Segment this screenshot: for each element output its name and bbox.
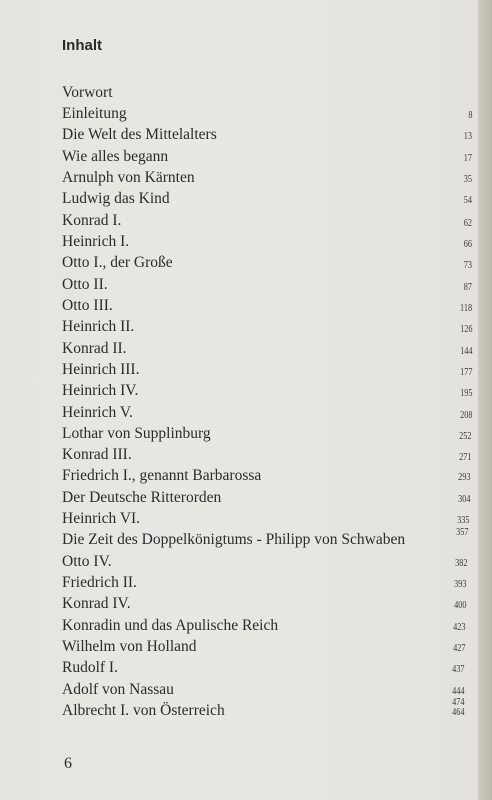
toc-entry	[62, 169, 472, 189]
toc-entry	[62, 446, 472, 466]
toc-entry-page-number: 357	[455, 526, 468, 538]
toc-entry	[62, 361, 472, 381]
toc-entry-title: Der Deutsche Ritterorden	[62, 489, 222, 506]
toc-entry-page-number: 62	[463, 217, 472, 229]
toc-entry-title: Wilhelm von Holland	[62, 638, 197, 655]
toc-entry-title: Heinrich I.	[62, 233, 130, 250]
toc-entry	[62, 126, 472, 146]
toc-entry-title: Ludwig das Kind	[62, 190, 170, 207]
toc-entry-page-number: 271	[458, 451, 471, 463]
toc-entry-page-number: 66	[463, 238, 472, 250]
toc-entry-title: Vorwort	[62, 84, 113, 101]
toc-entry-title: Konradin und das Apulische Reich	[62, 617, 279, 634]
toc-entry-title: Arnulph von Kärnten	[62, 169, 195, 186]
toc-entry	[62, 233, 472, 253]
toc-entry-title: Heinrich IV.	[62, 382, 139, 399]
toc-entry-page-number: 427	[452, 642, 465, 654]
toc-entry-page-number: 335	[456, 514, 469, 526]
toc-entry-page-number: 35	[463, 173, 472, 185]
toc-entry-title: Wie alles begann	[62, 148, 169, 165]
toc-entry	[62, 190, 472, 210]
toc-entry	[62, 212, 472, 232]
toc-entry	[62, 694, 472, 714]
toc-entry	[62, 254, 472, 274]
toc-entry-title: Friedrich II.	[62, 574, 137, 591]
toc-entry	[62, 105, 472, 125]
toc-entry-page-number: 73	[463, 259, 472, 271]
toc-entry-title: Konrad II.	[62, 340, 127, 357]
toc-entry-page-number: 382	[454, 557, 467, 569]
toc-entry-title: Friedrich I., genannt Barbarossa	[62, 467, 262, 484]
toc-entry	[62, 318, 472, 338]
toc-entry	[62, 595, 472, 615]
toc-entry-title: Heinrich III.	[62, 361, 140, 378]
toc-entry-page-number: 437	[451, 663, 464, 675]
toc-entry-title: Konrad I.	[62, 212, 122, 229]
toc-entry-page-number: 177	[459, 366, 472, 378]
toc-entry-title: Otto III.	[62, 297, 113, 314]
toc-entry-title: Konrad IV.	[62, 595, 131, 612]
toc-entry	[62, 510, 472, 530]
toc-entry-title: Rudolf I.	[62, 659, 118, 676]
toc-entry	[62, 425, 472, 445]
toc-entry	[62, 467, 472, 487]
toc-entry-page-number: 400	[453, 599, 466, 611]
toc-entry-page-number: 464	[451, 706, 464, 718]
toc-entry	[62, 276, 472, 296]
toc-entry	[62, 638, 472, 658]
toc-entry-page-number: 8	[467, 109, 472, 121]
toc-entry	[62, 340, 472, 360]
toc-entry-page-number: 126	[459, 323, 472, 335]
toc-entry-page-number: 252	[458, 430, 471, 442]
toc-entry-page-number: 17	[463, 152, 472, 164]
toc-entry-page-number: 304	[457, 493, 470, 505]
toc-entry-page-number: 393	[453, 578, 466, 590]
toc-entry-page-number: 195	[459, 387, 472, 399]
toc-entry-title: Heinrich II.	[62, 318, 135, 335]
toc-entry-page-number: 144	[459, 345, 472, 357]
toc-entry-page-number: 13	[463, 130, 472, 142]
toc-entry	[62, 526, 472, 551]
toc-entry	[62, 553, 472, 573]
toc-entry-title: Konrad III.	[62, 446, 132, 463]
toc-entry	[62, 382, 472, 402]
toc-entry-page-number: 208	[459, 409, 472, 421]
toc-entry-page-number: 87	[463, 281, 472, 293]
toc-entry-title: Die Zeit des Doppelkönigtums - Philipp von Schwaben	[62, 531, 406, 548]
toc-entry	[62, 659, 472, 679]
toc-entry-title: Lothar von Supplinburg	[62, 425, 211, 442]
toc-entry-page-number: 423	[452, 621, 465, 633]
toc-entry-title: Die Welt des Mittelalters	[62, 126, 217, 143]
toc-entry-title: Otto IV.	[62, 553, 112, 570]
page-heading: Inhalt	[62, 37, 102, 54]
page-number: 6	[64, 755, 72, 772]
toc-entry-page-number: 444	[451, 685, 464, 697]
toc-entry	[62, 489, 472, 509]
toc-entry	[62, 404, 472, 424]
toc-entry-title: Heinrich V.	[62, 404, 133, 421]
toc-entry-page-number: 293	[457, 471, 470, 483]
toc-entry	[62, 617, 472, 637]
toc-entry-title: Otto II.	[62, 276, 108, 293]
toc-entry-title: Heinrich VI.	[62, 510, 141, 527]
toc-entry	[62, 574, 472, 594]
toc-entry-page-number: 118	[459, 302, 472, 314]
toc-entry-title: Einleitung	[62, 105, 127, 122]
toc-entry-page-number: 474	[451, 696, 464, 708]
toc-entry-title: Albrecht I. von Österreich	[62, 702, 225, 719]
toc-entry-title: Adolf von Nassau	[62, 681, 174, 698]
page-edge	[478, 0, 492, 800]
toc-entry-page-number: 54	[463, 194, 472, 206]
toc-entry	[62, 297, 472, 317]
toc-entry	[62, 148, 472, 168]
toc-entry-title: Otto I., der Große	[62, 254, 173, 271]
toc-entry	[62, 84, 472, 104]
